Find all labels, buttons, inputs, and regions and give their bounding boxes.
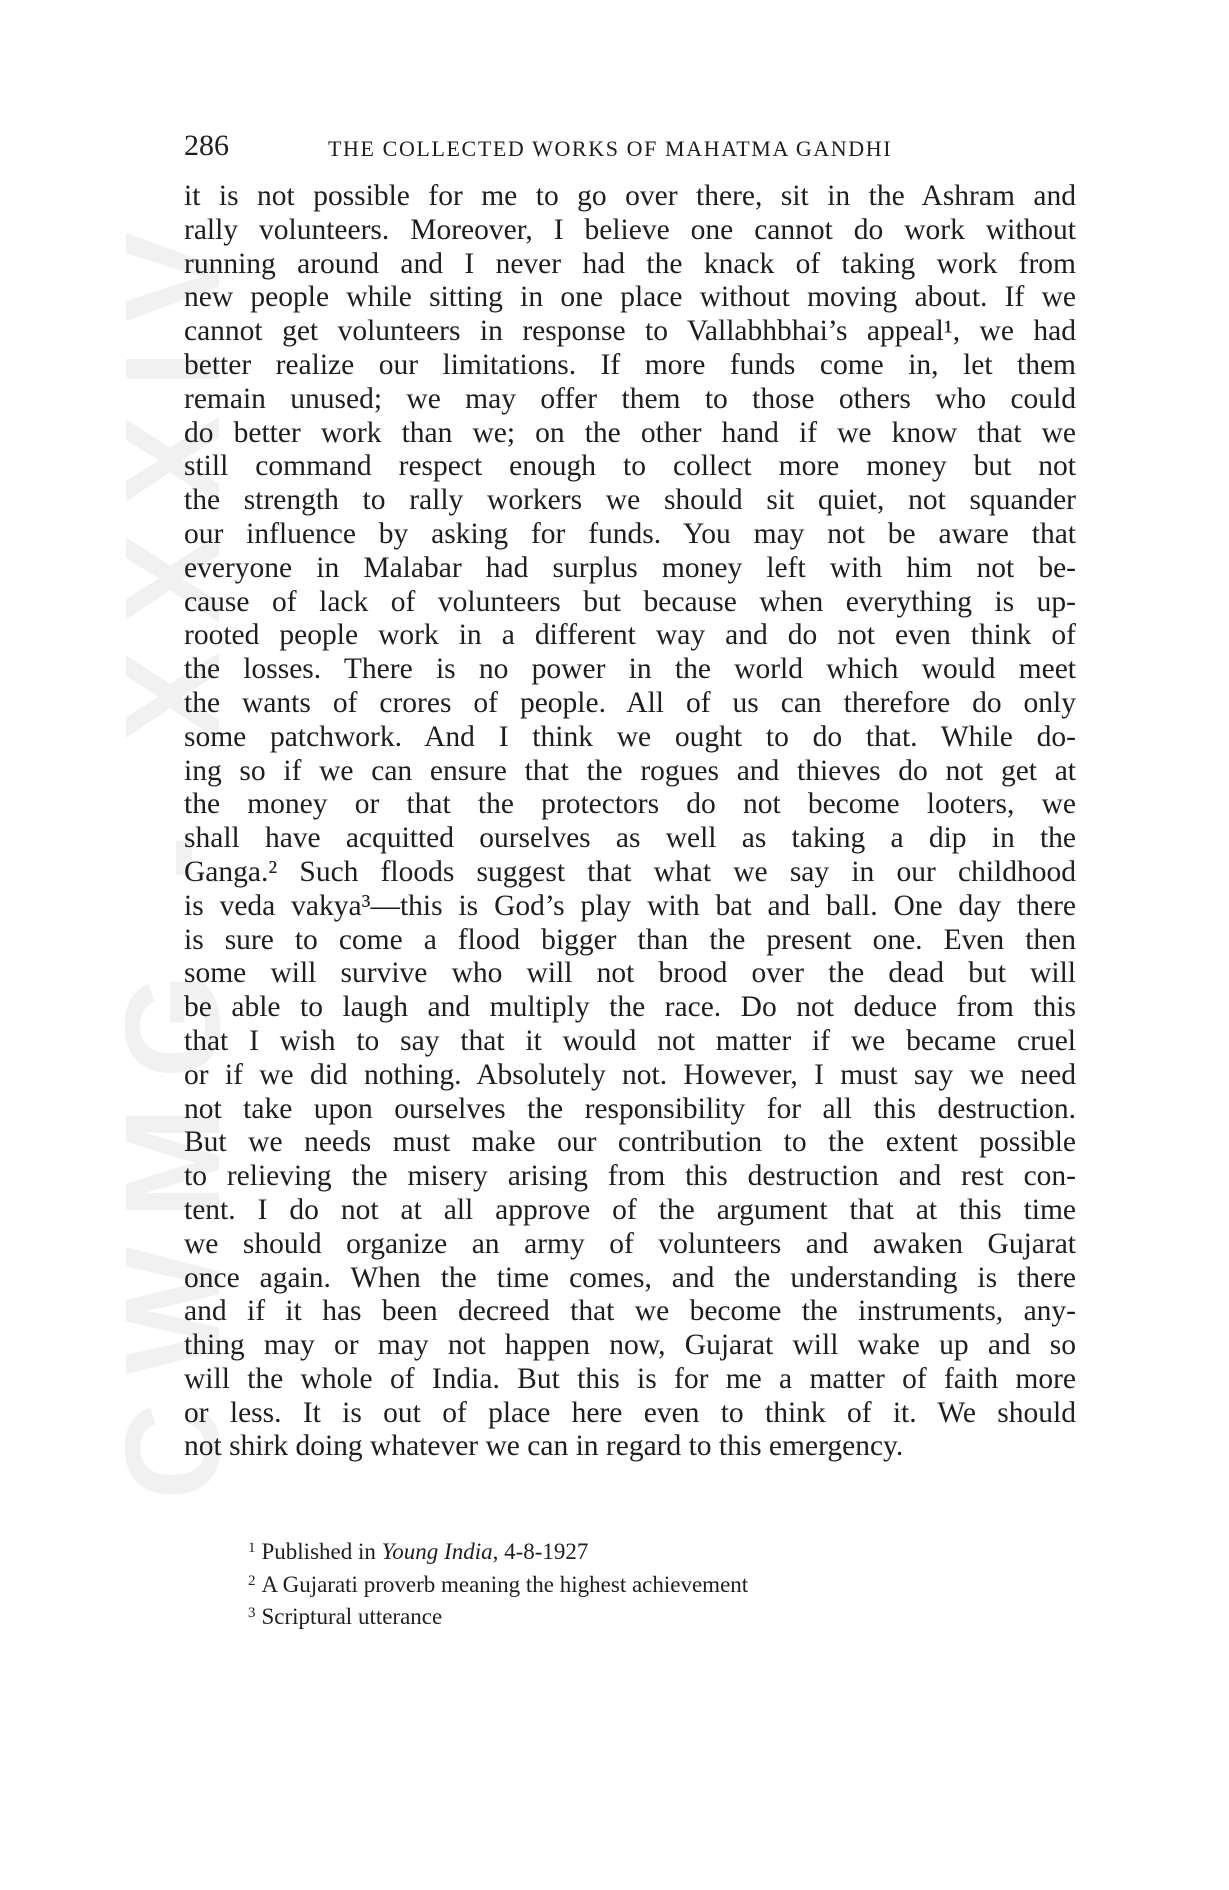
body-line: cannot get volunteers in response to Vallabhbhai’s appeal¹, we had: [184, 315, 1076, 348]
footnote-text: Published in: [261, 1539, 382, 1564]
footnote-mark: 2: [248, 1572, 256, 1589]
body-line: not take upon ourselves the responsibility for all this destruction.: [184, 1092, 1076, 1125]
body-line: tent. I do not at all approve of the argument that at this time: [184, 1193, 1076, 1226]
body-line: our influence by asking for funds. You may not be aware that: [184, 517, 1076, 550]
body-line: the wants of crores of people. All of us can therefore do only: [184, 686, 1076, 719]
body-line: once again. When the time comes, and the understanding is there: [184, 1261, 1076, 1294]
footnote: [248, 1534, 748, 1567]
body-line: the strength to rally workers we should sit quiet, not squander: [184, 484, 1076, 517]
body-line: shall have acquitted ourselves as well as taking a dip in the: [184, 822, 1076, 855]
footnote-title: Young India: [381, 1539, 493, 1564]
body-text: [184, 180, 1076, 1464]
body-line: remain unused; we may offer them to those others who could: [184, 382, 1076, 415]
footnote: [248, 1567, 748, 1600]
footnote: [248, 1599, 748, 1632]
body-line: the losses. There is no power in the world which would meet: [184, 653, 1076, 686]
body-line: Ganga.² Such floods suggest that what we say in our childhood: [184, 855, 1076, 888]
body-line: be able to laugh and multiply the race. Do not deduce from this: [184, 991, 1076, 1024]
body-line: and if it has been decreed that we become the instruments, any-: [184, 1295, 1076, 1328]
body-line: thing may or may not happen now, Gujarat will wake up and so: [184, 1329, 1076, 1362]
body-line: ing so if we can ensure that the rogues and thieves do not get at: [184, 754, 1076, 787]
body-line: better realize our limitations. If more funds come in, let them: [184, 348, 1076, 381]
running-head: THE COLLECTED WORKS OF MAHATMA GANDHI: [328, 136, 893, 161]
body-line: running around and I never had the knack of taking work from: [184, 247, 1076, 280]
body-line: cause of lack of volunteers but because when everything is up-: [184, 585, 1076, 618]
watermark: CWMG - XXXIV: [97, 203, 248, 1500]
body-line: do better work than we; on the other hand if we know that we: [184, 416, 1076, 449]
body-line: it is not possible for me to go over there, sit in the Ashram and: [184, 180, 1076, 212]
body-line: is veda vakya³—this is God’s play with bat and ball. One day there: [184, 889, 1076, 922]
footnote-text: Scriptural utterance: [261, 1604, 443, 1629]
footnote-mark: 3: [248, 1605, 256, 1621]
body-line: still command respect enough to collect more money but not: [184, 450, 1076, 483]
body-line: everyone in Malabar had surplus money left with him not be-: [184, 551, 1076, 584]
body-line: that I wish to say that it would not matter if we became cruel: [184, 1024, 1076, 1057]
page-header: [184, 126, 1084, 166]
footnote-mark: 1: [248, 1540, 256, 1556]
body-line: will the whole of India. But this is for me a matter of faith more: [184, 1362, 1076, 1395]
body-line: some will survive who will not brood over the dead but will: [184, 957, 1076, 990]
body-line: to relieving the misery arising from this destruction and rest con-: [184, 1160, 1076, 1193]
body-line: or less. It is out of place here even to think of it. We should: [184, 1396, 1076, 1429]
footnote-date: , 4-8-1927: [492, 1539, 589, 1564]
page-number: 286: [184, 129, 229, 162]
body-line: rally volunteers. Moreover, I believe one cannot do work without: [184, 213, 1076, 246]
footnote-text: A Gujarati proverb meaning the highest achievement: [261, 1571, 749, 1597]
body-line: some patchwork. And I think we ought to do that. While do-: [184, 720, 1076, 753]
body-line: not shirk doing whatever we can in regard to this emergency.: [184, 1430, 904, 1463]
footnotes: [248, 1534, 748, 1632]
body-line: the money or that the protectors do not become looters, we: [184, 788, 1076, 821]
body-line: or if we did nothing. Absolutely not. However, I must say we need: [184, 1058, 1076, 1091]
body-line: new people while sitting in one place without moving about. If we: [184, 281, 1076, 314]
body-line: is sure to come a flood bigger than the present one. Even then: [184, 923, 1076, 956]
body-line: we should organize an army of volunteers and awaken Gujarat: [184, 1227, 1076, 1260]
body-line: But we needs must make our contribution to the extent possible: [184, 1126, 1076, 1159]
body-line: rooted people work in a different way and do not even think of: [184, 619, 1076, 652]
